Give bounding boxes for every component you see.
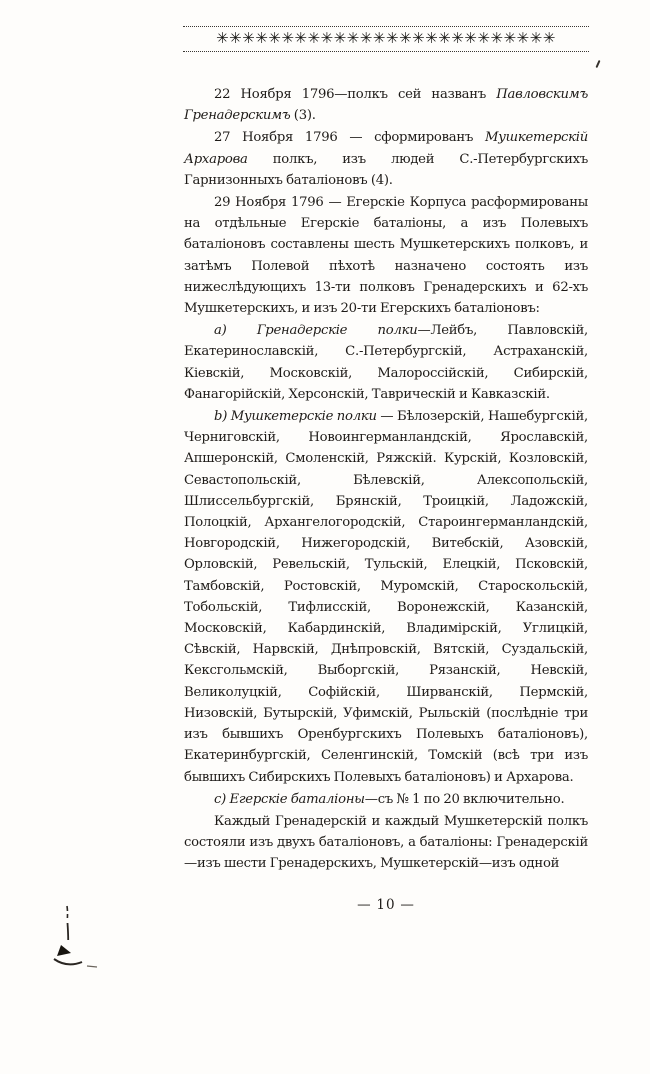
italic-text-run: с) Егерскіе баталіоны <box>214 791 365 807</box>
text-run: (3). <box>290 108 316 124</box>
handwritten-mark <box>46 903 110 981</box>
list-item-b-musketeer-regiments <box>184 406 588 788</box>
text-run: — Бѣлозерскій, Нашебургскій, Черниговскій, Новоингерманландскій, Ярославскій, Апшеронскій, Смоленскій, Ряжскій. Курскій, Козловскій, Севастопольскій, Бѣлевскій, Алексопольскій, Шлиссельбургскій, Брянскій, Троицкій, Ладожскій, Полоцкій, Архангелогородскій, Староингерманландскій, Новгородскій, Нижегородскій, Витебскій, Азовскій, Орловскій, Ревельскій, Тульскій, Елецкій, Псковскій, Тамбовскій, Ростовскій, Муромскій, Староскольскій, Тобольскій, Тифлисскій, Воронежскій, Казанскій, Московскій, Кабардинскій, Владимірскій, Углицкій, Сѣвскій, Нарвскій, Днѣпровскій, Вятскій, Суздальскій, Кексгольмскій, Выборгскій, Рязанскій, Невскій, Великолуцкій, Софійскій, Ширванскій, Пермскій, Низовскій, Бутырскій, Уфимскій, Рыльскій (послѣдніе три изъ бывшихъ Оренбургскихъ Полевыхъ баталіоновъ), Екатеринбургскій, Селенгинскій, Томскій (всѣ три изъ бывшихъ Сибирскихъ Полевыхъ баталіоновъ) и Архарова. <box>184 409 588 785</box>
italic-text-run: а) Гренадерскіе полки <box>214 323 418 339</box>
list-item-c-jaeger-battalions <box>184 789 588 810</box>
ornamental-border: ✳✳✳✳✳✳✳✳✳✳✳✳✳✳✳✳✳✳✳✳✳✳✳✳✳✳ <box>183 26 589 52</box>
paragraph-battalion-composition <box>184 811 588 875</box>
italic-text-run: Мушкетерскій Архарова <box>184 130 588 167</box>
text-run: Каждый Гренадерскій и каждый Мушкетерскій полкъ состояли изъ двухъ баталіоновъ, а баталіоны: Гренадерскій—изъ шести Гренадерскихъ, Мушкетерскій—изъ одной <box>184 813 588 872</box>
text-run: полкъ, изъ людей С.-Петербургскихъ Гарнизонныхъ баталіоновъ (4). <box>184 151 588 188</box>
text-run: 22 Ноября 1796—полкъ сей названъ <box>214 87 497 102</box>
text-run: —Лейбъ, Павловскій, Екатеринославскій, С.-Петербургскій, Астраханскій, Кіевскій, Московскій, Малороссійскій, Сибирскій, Фанагорійскій, Херсонскій, Таврическій и Кавказскій. <box>184 323 588 402</box>
italic-text-run: b) Мушкетерскіе полки <box>214 409 377 425</box>
italic-text-run: Павловскимъ Гренадерскимъ <box>184 87 588 124</box>
list-item-a-grenadier-regiments <box>184 320 588 405</box>
paragraph-entry-22-november <box>184 84 588 126</box>
page-text <box>184 84 588 916</box>
text-run: 29 Ноября 1796 — Егерскіе Корпуса расформированы на отдѣльные Егерскіе баталіоны, а изъ Полевыхъ баталіоновъ составлены шесть Мушкетерскихъ полковъ, и затѣмъ Полевой пѣхотѣ назначено состоять изъ нижеслѣдующихъ 13-ти полковъ Гренадерскихъ и 62-хъ Мушкетерскихъ, и изъ 20-ти Егерскихъ баталіоновъ: <box>184 195 588 317</box>
text-run: 27 Ноября 1796 — сформированъ <box>214 130 485 146</box>
paragraph-entry-27-november <box>184 127 588 191</box>
page-number: — 10 — <box>357 896 415 913</box>
text-run: —съ № 1 по 20 включительно. <box>364 791 565 807</box>
paragraph-entry-29-november <box>184 192 588 319</box>
ink-speck-icon <box>595 60 600 68</box>
